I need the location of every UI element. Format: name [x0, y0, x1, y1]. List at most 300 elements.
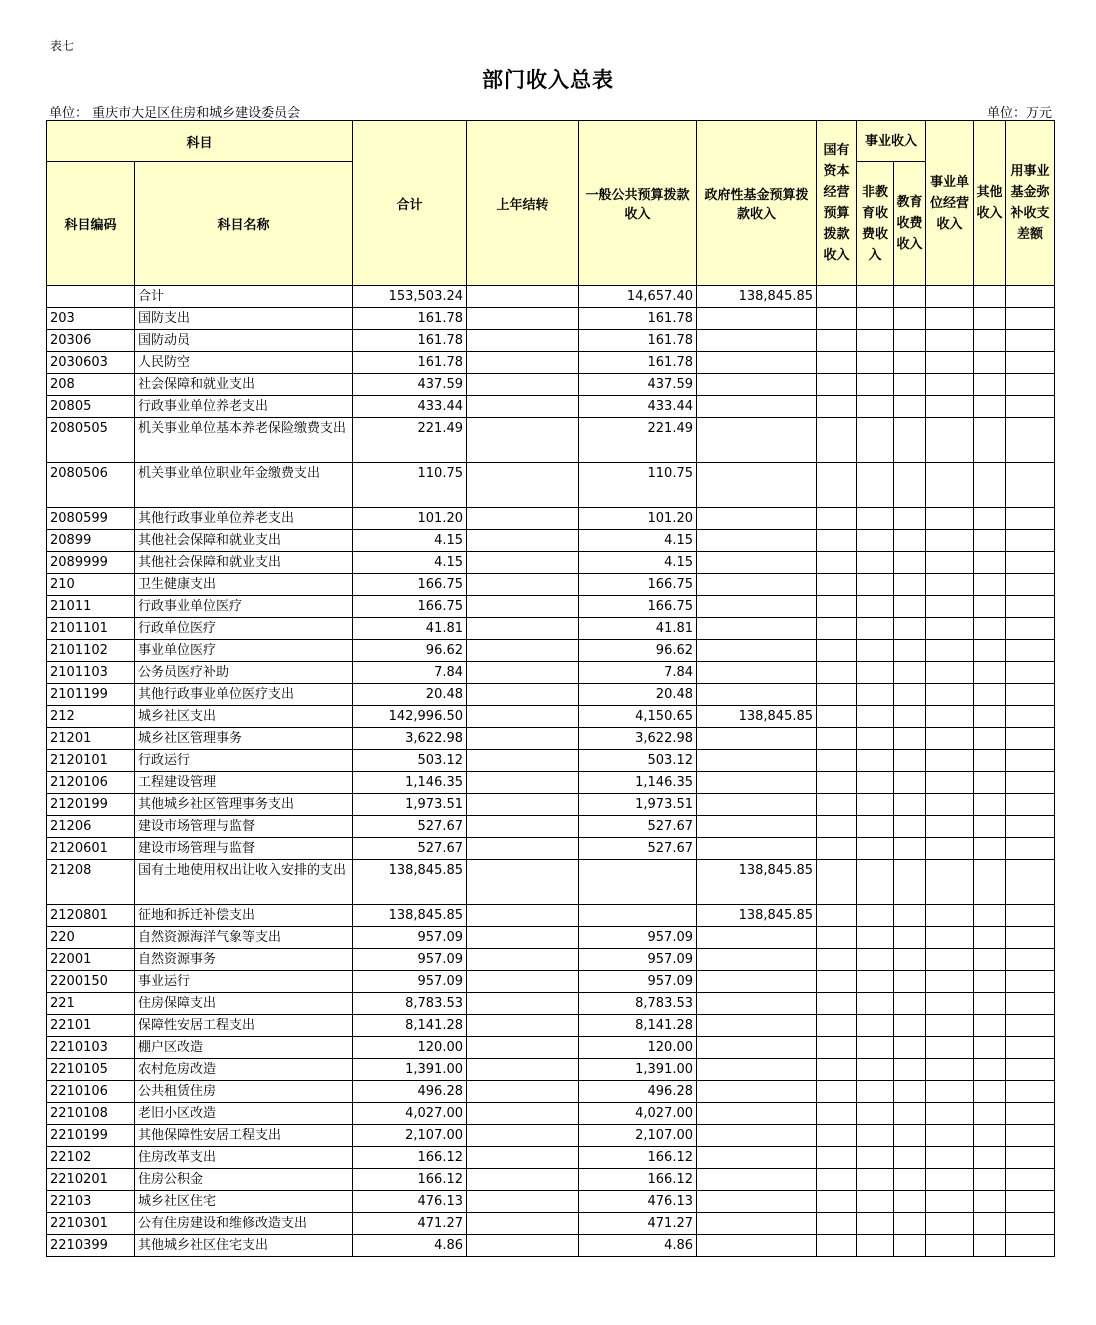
cell-empty	[817, 662, 857, 684]
table-row	[47, 618, 1055, 640]
header-fund-supplement: 用事业基金弥补收支差额	[1006, 121, 1055, 286]
cell-general: 96.62	[579, 640, 697, 662]
cell-empty	[857, 1059, 894, 1081]
cell-empty	[1006, 662, 1055, 684]
cell-general: 4,027.00	[579, 1103, 697, 1125]
cell-carryover	[467, 1125, 579, 1147]
cell-fund	[697, 1059, 817, 1081]
cell-name: 行政运行	[135, 750, 353, 772]
cell-general: 41.81	[579, 618, 697, 640]
cell-carryover	[467, 396, 579, 418]
cell-name: 机关事业单位基本养老保险缴费支出	[135, 418, 353, 463]
income-table	[46, 120, 1055, 1257]
cell-code: 2210108	[47, 1103, 135, 1125]
cell-total: 4.15	[353, 552, 467, 574]
cell-general: 166.75	[579, 574, 697, 596]
cell-code: 2120106	[47, 772, 135, 794]
cell-empty	[817, 508, 857, 530]
cell-empty	[974, 993, 1006, 1015]
cell-name: 国防支出	[135, 308, 353, 330]
cell-total: 433.44	[353, 396, 467, 418]
cell-code: 2080599	[47, 508, 135, 530]
cell-empty	[1006, 286, 1055, 308]
cell-empty	[817, 684, 857, 706]
cell-empty	[926, 1059, 974, 1081]
table-row	[47, 552, 1055, 574]
cell-empty	[974, 286, 1006, 308]
cell-empty	[894, 750, 926, 772]
cell-empty	[894, 927, 926, 949]
cell-empty	[974, 1059, 1006, 1081]
cell-total: 120.00	[353, 1037, 467, 1059]
cell-name: 公共租赁住房	[135, 1081, 353, 1103]
cell-total: 221.49	[353, 418, 467, 463]
cell-carryover	[467, 463, 579, 508]
cell-total: 1,973.51	[353, 794, 467, 816]
cell-code: 20805	[47, 396, 135, 418]
cell-empty	[974, 1037, 1006, 1059]
cell-carryover	[467, 1147, 579, 1169]
cell-empty	[974, 330, 1006, 352]
cell-empty	[974, 684, 1006, 706]
table-row	[47, 418, 1055, 463]
cell-empty	[926, 463, 974, 508]
table-row	[47, 1059, 1055, 1081]
cell-general: 101.20	[579, 508, 697, 530]
cell-total: 110.75	[353, 463, 467, 508]
cell-empty	[1006, 750, 1055, 772]
cell-empty	[926, 618, 974, 640]
cell-empty	[1006, 1037, 1055, 1059]
cell-empty	[857, 463, 894, 508]
cell-carryover	[467, 905, 579, 927]
table-row	[47, 1125, 1055, 1147]
cell-empty	[1006, 816, 1055, 838]
cell-empty	[974, 574, 1006, 596]
cell-code: 22103	[47, 1191, 135, 1213]
cell-fund	[697, 1191, 817, 1213]
cell-empty	[926, 1235, 974, 1257]
cell-fund: 138,845.85	[697, 286, 817, 308]
cell-empty	[817, 418, 857, 463]
cell-empty	[974, 396, 1006, 418]
cell-empty	[1006, 596, 1055, 618]
cell-fund	[697, 816, 817, 838]
cell-empty	[857, 374, 894, 396]
table-row	[47, 905, 1055, 927]
cell-empty	[1006, 838, 1055, 860]
table-row	[47, 1235, 1055, 1257]
cell-empty	[926, 971, 974, 993]
cell-empty	[1006, 860, 1055, 905]
cell-empty	[857, 816, 894, 838]
cell-empty	[1006, 330, 1055, 352]
cell-empty	[817, 374, 857, 396]
table-row	[47, 662, 1055, 684]
header-state-capital: 国有资本经营预算拨款收入	[817, 121, 857, 286]
cell-carryover	[467, 552, 579, 574]
table-tag: 表七	[50, 39, 75, 53]
cell-name: 住房改革支出	[135, 1147, 353, 1169]
cell-fund	[697, 396, 817, 418]
cell-empty	[817, 352, 857, 374]
cell-total: 496.28	[353, 1081, 467, 1103]
cell-empty	[857, 286, 894, 308]
cell-empty	[894, 374, 926, 396]
cell-empty	[894, 1015, 926, 1037]
cell-empty	[857, 574, 894, 596]
cell-empty	[894, 1213, 926, 1235]
cell-empty	[1006, 1169, 1055, 1191]
cell-code: 2210105	[47, 1059, 135, 1081]
cell-empty	[1006, 640, 1055, 662]
cell-name: 人民防空	[135, 352, 353, 374]
cell-code: 2101102	[47, 640, 135, 662]
cell-general: 4.15	[579, 530, 697, 552]
header-name: 科目名称	[135, 162, 353, 286]
table-row	[47, 1169, 1055, 1191]
cell-fund	[697, 949, 817, 971]
cell-general: 166.12	[579, 1147, 697, 1169]
cell-fund	[697, 728, 817, 750]
cell-total: 4.15	[353, 530, 467, 552]
cell-code: 2080506	[47, 463, 135, 508]
cell-empty	[857, 971, 894, 993]
cell-general: 957.09	[579, 927, 697, 949]
cell-general	[579, 905, 697, 927]
cell-carryover	[467, 418, 579, 463]
cell-empty	[857, 684, 894, 706]
header-total: 合计	[353, 121, 467, 286]
cell-empty	[926, 1103, 974, 1125]
cell-code: 2089999	[47, 552, 135, 574]
cell-empty	[857, 1125, 894, 1147]
cell-empty	[894, 552, 926, 574]
cell-name: 城乡社区支出	[135, 706, 353, 728]
cell-empty	[1006, 1213, 1055, 1235]
cell-general: 161.78	[579, 308, 697, 330]
cell-empty	[1006, 993, 1055, 1015]
cell-total: 161.78	[353, 330, 467, 352]
cell-empty	[857, 1169, 894, 1191]
cell-total: 437.59	[353, 374, 467, 396]
cell-empty	[817, 860, 857, 905]
header-non-edu-fee: 非教育收费收入	[857, 162, 894, 286]
cell-empty	[857, 640, 894, 662]
cell-empty	[974, 860, 1006, 905]
cell-empty	[974, 971, 1006, 993]
cell-empty	[1006, 1103, 1055, 1125]
cell-empty	[857, 330, 894, 352]
cell-fund	[697, 308, 817, 330]
cell-empty	[894, 971, 926, 993]
cell-carryover	[467, 860, 579, 905]
table-row	[47, 374, 1055, 396]
cell-name: 自然资源事务	[135, 949, 353, 971]
cell-name: 自然资源海洋气象等支出	[135, 927, 353, 949]
cell-fund	[697, 1081, 817, 1103]
cell-empty	[857, 618, 894, 640]
cell-name: 其他保障性安居工程支出	[135, 1125, 353, 1147]
cell-empty	[974, 374, 1006, 396]
cell-general: 527.67	[579, 816, 697, 838]
cell-fund	[697, 330, 817, 352]
cell-fund	[697, 662, 817, 684]
cell-empty	[817, 530, 857, 552]
cell-empty	[894, 772, 926, 794]
cell-empty	[857, 927, 894, 949]
cell-code: 221	[47, 993, 135, 1015]
cell-empty	[817, 1169, 857, 1191]
cell-fund	[697, 1015, 817, 1037]
cell-total: 3,622.98	[353, 728, 467, 750]
cell-empty	[857, 1191, 894, 1213]
cell-fund	[697, 618, 817, 640]
cell-carryover	[467, 352, 579, 374]
cell-empty	[974, 1015, 1006, 1037]
cell-empty	[857, 949, 894, 971]
cell-name: 其他城乡社区管理事务支出	[135, 794, 353, 816]
cell-empty	[817, 552, 857, 574]
cell-name: 建设市场管理与监督	[135, 816, 353, 838]
cell-empty	[857, 1015, 894, 1037]
cell-empty	[926, 927, 974, 949]
cell-general: 3,622.98	[579, 728, 697, 750]
cell-general: 8,141.28	[579, 1015, 697, 1037]
cell-carryover	[467, 1103, 579, 1125]
cell-empty	[857, 838, 894, 860]
cell-general: 433.44	[579, 396, 697, 418]
cell-empty	[1006, 684, 1055, 706]
table-row	[47, 308, 1055, 330]
cell-empty	[1006, 1015, 1055, 1037]
cell-carryover	[467, 684, 579, 706]
cell-empty	[974, 662, 1006, 684]
cell-empty	[894, 706, 926, 728]
cell-name: 城乡社区管理事务	[135, 728, 353, 750]
table-row	[47, 1103, 1055, 1125]
cell-fund	[697, 1103, 817, 1125]
cell-name: 城乡社区住宅	[135, 1191, 353, 1213]
cell-code: 2210103	[47, 1037, 135, 1059]
cell-carryover	[467, 1015, 579, 1037]
cell-empty	[926, 396, 974, 418]
table-row	[47, 927, 1055, 949]
cell-carryover	[467, 1191, 579, 1213]
table-row	[47, 1081, 1055, 1103]
cell-empty	[974, 552, 1006, 574]
cell-total: 161.78	[353, 308, 467, 330]
cell-name: 征地和拆迁补偿支出	[135, 905, 353, 927]
table-row	[47, 971, 1055, 993]
cell-code: 20899	[47, 530, 135, 552]
cell-empty	[1006, 794, 1055, 816]
cell-empty	[857, 508, 894, 530]
cell-name: 国有土地使用权出让收入安排的支出	[135, 860, 353, 905]
table-row	[47, 750, 1055, 772]
cell-empty	[926, 728, 974, 750]
cell-empty	[926, 1147, 974, 1169]
cell-empty	[894, 860, 926, 905]
cell-empty	[894, 794, 926, 816]
cell-empty	[817, 1015, 857, 1037]
cell-empty	[1006, 971, 1055, 993]
cell-carryover	[467, 1081, 579, 1103]
cell-fund	[697, 993, 817, 1015]
cell-carryover	[467, 330, 579, 352]
cell-general: 1,146.35	[579, 772, 697, 794]
cell-carryover	[467, 1037, 579, 1059]
cell-fund: 138,845.85	[697, 860, 817, 905]
cell-carryover	[467, 816, 579, 838]
cell-total: 20.48	[353, 684, 467, 706]
cell-empty	[974, 618, 1006, 640]
cell-code: 212	[47, 706, 135, 728]
cell-empty	[894, 508, 926, 530]
cell-empty	[926, 1081, 974, 1103]
cell-empty	[926, 949, 974, 971]
cell-name: 事业运行	[135, 971, 353, 993]
cell-general: 161.78	[579, 352, 697, 374]
cell-empty	[1006, 552, 1055, 574]
cell-empty	[974, 352, 1006, 374]
table-row	[47, 596, 1055, 618]
cell-general: 4.15	[579, 552, 697, 574]
cell-total: 527.67	[353, 838, 467, 860]
cell-carryover	[467, 706, 579, 728]
cell-total: 8,783.53	[353, 993, 467, 1015]
cell-carryover	[467, 1059, 579, 1081]
cell-name: 工程建设管理	[135, 772, 353, 794]
cell-code: 2080505	[47, 418, 135, 463]
cell-empty	[817, 750, 857, 772]
cell-total: 41.81	[353, 618, 467, 640]
cell-code: 20306	[47, 330, 135, 352]
cell-empty	[894, 1169, 926, 1191]
cell-empty	[926, 860, 974, 905]
cell-empty	[1006, 905, 1055, 927]
cell-empty	[926, 308, 974, 330]
cell-empty	[817, 1213, 857, 1235]
cell-empty	[926, 418, 974, 463]
cell-empty	[817, 574, 857, 596]
table-row	[47, 1147, 1055, 1169]
cell-empty	[894, 949, 926, 971]
table-row	[47, 640, 1055, 662]
cell-fund	[697, 596, 817, 618]
cell-code: 2210106	[47, 1081, 135, 1103]
cell-empty	[857, 1147, 894, 1169]
table-row	[47, 728, 1055, 750]
cell-empty	[1006, 418, 1055, 463]
cell-empty	[974, 596, 1006, 618]
cell-general: 7.84	[579, 662, 697, 684]
cell-code: 2210201	[47, 1169, 135, 1191]
page-title: 部门收入总表	[482, 68, 614, 92]
cell-general: 503.12	[579, 750, 697, 772]
cell-name: 棚户区改造	[135, 1037, 353, 1059]
cell-empty	[926, 1213, 974, 1235]
cell-general: 166.75	[579, 596, 697, 618]
cell-code: 2120199	[47, 794, 135, 816]
cell-empty	[817, 993, 857, 1015]
cell-empty	[974, 1147, 1006, 1169]
cell-empty	[894, 993, 926, 1015]
cell-empty	[926, 640, 974, 662]
table-row	[47, 530, 1055, 552]
cell-code: 210	[47, 574, 135, 596]
cell-general: 1,973.51	[579, 794, 697, 816]
unit-currency: 单位：万元	[986, 106, 1052, 121]
cell-code: 2200150	[47, 971, 135, 993]
cell-total: 161.78	[353, 352, 467, 374]
cell-empty	[1006, 1125, 1055, 1147]
table-row	[47, 352, 1055, 374]
cell-empty	[817, 396, 857, 418]
cell-empty	[1006, 308, 1055, 330]
cell-general	[579, 860, 697, 905]
cell-empty	[857, 772, 894, 794]
cell-carryover	[467, 286, 579, 308]
cell-total: 471.27	[353, 1213, 467, 1235]
cell-total: 503.12	[353, 750, 467, 772]
cell-empty	[1006, 374, 1055, 396]
cell-empty	[926, 552, 974, 574]
cell-empty	[857, 1103, 894, 1125]
cell-empty	[857, 308, 894, 330]
cell-general: 471.27	[579, 1213, 697, 1235]
cell-empty	[894, 1037, 926, 1059]
table-row	[47, 508, 1055, 530]
table-row	[47, 1213, 1055, 1235]
cell-empty	[857, 1213, 894, 1235]
cell-carryover	[467, 750, 579, 772]
cell-general: 496.28	[579, 1081, 697, 1103]
header-business-income: 事业收入	[857, 121, 926, 162]
cell-empty	[974, 772, 1006, 794]
cell-fund	[697, 508, 817, 530]
cell-empty	[857, 993, 894, 1015]
cell-code: 2210301	[47, 1213, 135, 1235]
cell-general: 4,150.65	[579, 706, 697, 728]
table-row	[47, 1015, 1055, 1037]
table-row	[47, 574, 1055, 596]
cell-empty	[817, 596, 857, 618]
table-row	[47, 838, 1055, 860]
cell-empty	[926, 530, 974, 552]
cell-empty	[926, 330, 974, 352]
cell-general: 957.09	[579, 949, 697, 971]
cell-empty	[974, 794, 1006, 816]
cell-name: 公有住房建设和维修改造支出	[135, 1213, 353, 1235]
cell-empty	[894, 662, 926, 684]
cell-fund	[697, 640, 817, 662]
header-operating-income: 事业单位经营收入	[926, 121, 974, 286]
table-row	[47, 949, 1055, 971]
cell-empty	[926, 596, 974, 618]
cell-empty	[974, 1191, 1006, 1213]
cell-total: 153,503.24	[353, 286, 467, 308]
cell-empty	[1006, 1147, 1055, 1169]
cell-empty	[926, 706, 974, 728]
cell-empty	[894, 574, 926, 596]
cell-empty	[894, 330, 926, 352]
cell-total: 2,107.00	[353, 1125, 467, 1147]
cell-code: 2120601	[47, 838, 135, 860]
cell-empty	[817, 905, 857, 927]
cell-empty	[1006, 949, 1055, 971]
cell-empty	[926, 772, 974, 794]
